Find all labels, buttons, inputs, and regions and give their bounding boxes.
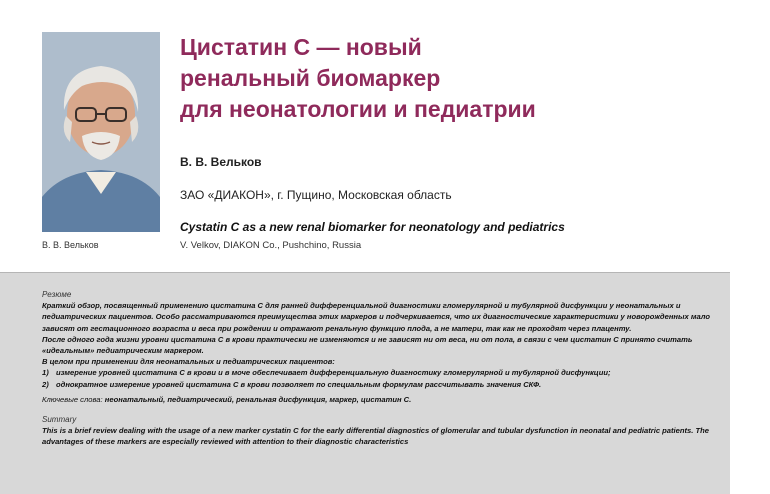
summary-label: Summary xyxy=(42,415,77,425)
list-number: 1) xyxy=(42,368,49,378)
summary-text: This is a brief review dealing with the usage of a new marker cystatin C for the early differential diagnostics of glomerular and tubular dysfunction in neonatal and pediatric patients. The advantages of these markers are especially reviewed with attention to their diagnostic characteristics xyxy=(42,426,709,447)
abstract-paragraph-2: После одного года жизни уровни цистатина С в крови практически не изменяются и не зависят ни от веса, ни от пола, в связи с чем цистатин С принято считать «идеальным» педиатрическим маркером. xyxy=(42,334,693,356)
english-author: V. Velkov, DIAKON Co., Pushchino, Russia xyxy=(180,240,362,251)
abstract-label: Резюме xyxy=(42,290,72,299)
english-title: Cystatin C as a new renal biomarker for neonatology and pediatrics xyxy=(180,220,565,234)
author-affiliation: ЗАО «ДИАКОН», г. Пущино, Московская область xyxy=(180,188,452,202)
title-line-3: для неонатологии и педиатрии xyxy=(180,96,536,122)
title-line-1: Цистатин С — новый xyxy=(180,34,422,60)
list-text: однократное измерение уровней цистатина С в крови позволяет по специальным формулам рассчитывать значения СКФ. xyxy=(56,379,542,389)
abstract-list-item-2 xyxy=(42,379,727,390)
list-number: 2) xyxy=(42,379,49,389)
abstract-paragraph-3: В целом при применении для неонатальных и педиатрических пациентов: xyxy=(42,357,335,367)
summary-section xyxy=(42,414,727,448)
keywords-value: неонатальный, педиатрический, ренальная дисфункция, маркер, цистатин С. xyxy=(104,394,412,404)
abstract-list-item-1 xyxy=(42,367,727,378)
keywords-label: Ключевые слова: xyxy=(42,394,103,404)
author-portrait-illustration xyxy=(42,32,160,232)
abstract-content xyxy=(42,289,727,448)
article-title xyxy=(180,32,536,125)
abstract-paragraph-1: Краткий обзор, посвященный применению цистатина С для ранней дифференциальной диагностики гломерулярной и тубулярной дисфункции у неонатальных и педиатрических пациентов. Особо рассматриваются преимущества этих маркеров и подчеркивается, что их диагностические характеристики у новорожденных мало зависят от гестационного возраста и веса при рождении и отражают ренальную функцию плода, а не матери, так как не проходят через плаценту. xyxy=(42,301,711,333)
author-name: В. В. Вельков xyxy=(180,155,262,169)
title-line-2: ренальный биомаркер xyxy=(180,65,441,91)
author-photo xyxy=(42,32,160,232)
list-text: измерение уровней цистатина С в крови и в моче обеспечивает дифференциальную диагностику гломерулярной и тубулярной дисфункции; xyxy=(56,368,611,378)
abstract-panel xyxy=(0,272,730,494)
keywords xyxy=(42,394,727,405)
photo-caption: В. В. Вельков xyxy=(42,240,99,250)
